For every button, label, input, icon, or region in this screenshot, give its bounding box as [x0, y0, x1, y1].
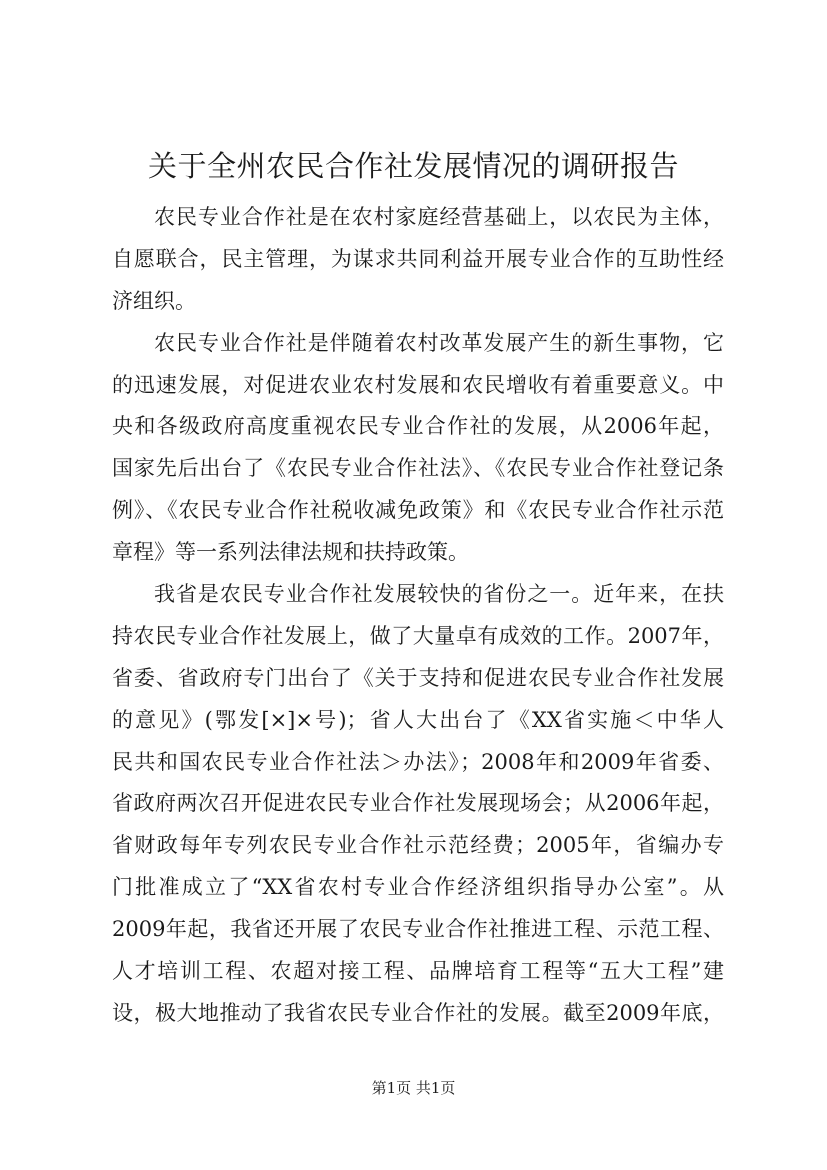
page-number-label: 第1页 共1页	[371, 1079, 456, 1097]
body-line: 我省是农民专业合作社发展较快的省份之一。近年来，在扶	[154, 582, 724, 607]
body-line: 章程》等一系列法律法规和扶持政策。	[112, 540, 469, 565]
document-title: 关于全州农民合作社发展情况的调研报告	[147, 149, 679, 183]
body-line: 2009年起，我省还开展了农民专业合作社推进工程、示范工程、	[112, 917, 724, 942]
body-line: 农民专业合作社是在农村家庭经营基础上，以农民为主体，	[154, 205, 724, 229]
body-line: 农民专业合作社是伴随着农村改革发展产生的新生事物，它	[154, 330, 724, 355]
body-line: 例》、《农民专业合作社税收减免政策》和《农民专业合作社示范	[112, 498, 724, 523]
body-line: 民共和国农民专业合作社法＞办法》；2008年和2009年省委、	[112, 749, 724, 774]
body-line: 门批准成立了“XX省农村专业合作经济组织指导办公室”。从	[112, 875, 724, 900]
body-line: 自愿联合，民主管理，为谋求共同利益开展专业合作的互助性经	[112, 246, 724, 271]
body-line: 国家先后出台了《农民专业合作社法》、《农民专业合作社登记条	[112, 456, 724, 481]
body-line: 省委、省政府专门出台了《关于支持和促进农民专业合作社发展	[112, 665, 724, 690]
body-line: 省财政每年专列农民专业合作社示范经费；2005年，省编办专	[112, 833, 724, 858]
body-line: 人才培训工程、农超对接工程、品牌培育工程等“五大工程”建	[112, 959, 724, 984]
body-line: 的迅速发展，对促进农业农村发展和农民增收有着重要意义。中	[112, 372, 724, 397]
body-line: 的意见》(鄂发[×]×号)；省人大出台了《XX省实施＜中华人	[112, 707, 724, 732]
body-line: 设，极大地推动了我省农民专业合作社的发展。截至2009年底，	[112, 1000, 724, 1025]
body-line: 持农民专业合作社发展上，做了大量卓有成效的工作。2007年，	[112, 623, 724, 648]
document-body	[112, 197, 724, 1035]
page-footer	[0, 1078, 827, 1098]
body-line: 央和各级政府高度重视农民专业合作社的发展，从2006年起，	[112, 414, 724, 439]
body-line: 省政府两次召开促进农民专业合作社发展现场会；从2006年起，	[112, 791, 724, 816]
body-line: 济组织。	[112, 288, 196, 313]
